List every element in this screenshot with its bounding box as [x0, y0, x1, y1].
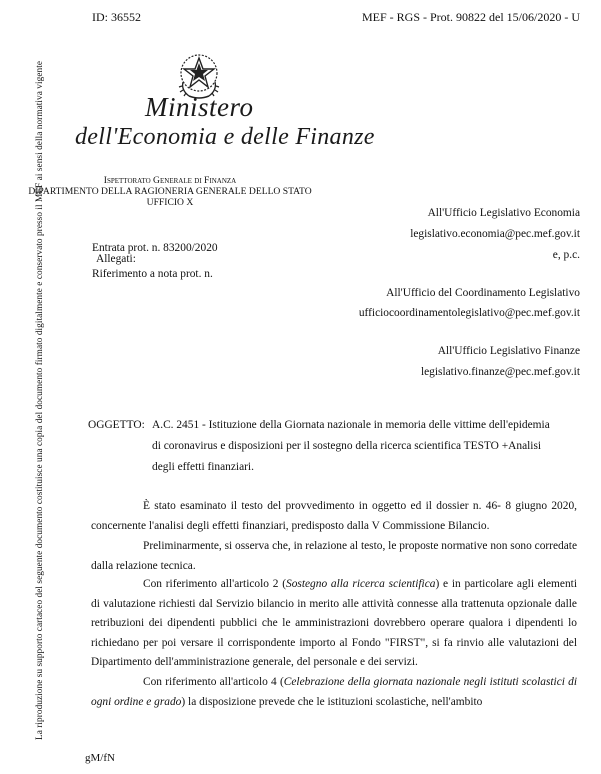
paragraph-text: È stato esaminato il testo del provvedimento in oggetto ed il dossier n. 46- 8 giugno 2020, concernente l'analisi degli effetti finanziari, predisposto dalla V Commissione Bilancio. [91, 500, 577, 532]
subject-line-1: A.C. 2451 - Istituzione della Giornata nazionale in memoria delle vittime dell'epidemia [152, 419, 550, 431]
paragraph-text [91, 575, 577, 673]
paragraph-text [91, 673, 577, 712]
body-paragraph-2 [91, 537, 577, 576]
department-line-2: DIPARTIMENTO DELLA RAGIONERIA GENERALE DELLO STATO [28, 186, 312, 197]
subject-line-3: degli effetti finanziari. [152, 461, 254, 473]
body-paragraph-4 [91, 673, 577, 712]
text-run: Con riferimento all'articolo 4 ( [143, 676, 284, 688]
document-id: ID: 36552 [92, 10, 141, 24]
addressee-name: All'Ufficio Legislativo Finanze [437, 345, 580, 357]
conformity-margin-note: La riproduzione su supporto cartaceo del seguente documento costituisce una copia del documento firmato digitalmente e conservato presso il MEF ai sensi della normativa vigente [35, 60, 45, 740]
ministry-title: Ministero [145, 92, 254, 122]
article-title-italic: Sostegno alla ricerca scientifica [286, 578, 436, 590]
addressee-email: legislativo.finanze@pec.mef.gov.it [420, 366, 580, 378]
protocol-number: MEF - RGS - Prot. 90822 del 15/06/2020 - U [361, 10, 580, 24]
body-paragraph-1 [91, 497, 577, 536]
addressee-email: ufficiocoordinamentolegislativo@pec.mef.gov.it [358, 307, 580, 319]
text-run: Con riferimento all'articolo 2 ( [143, 578, 287, 590]
addressee-email: legislativo.economia@pec.mef.gov.it [410, 228, 580, 240]
text-run: ) la disposizione prevede che le istituzioni scolastiche, nell'ambito [181, 695, 483, 708]
allegati-label: Allegati: [96, 253, 136, 265]
addressee-name: All'Ufficio del Coordinamento Legislativo [386, 287, 580, 299]
ministry-subtitle: dell'Economia e delle Finanze [75, 124, 375, 150]
copy-to-note: e, p.c. [552, 249, 580, 261]
author-initials: gM/fN [85, 752, 115, 764]
body-paragraph-3 [91, 575, 577, 673]
subject-label: OGGETTO: [88, 419, 145, 431]
article-title-italic: Celebrazione della giornata nazionale negli istituti scolastici di ogni ordine e grado [91, 676, 577, 708]
department-line-3: UFFICIO X [146, 197, 194, 208]
department-line-1: Ispettorato Generale di Finanza [103, 175, 237, 186]
subject-line-2: di coronavirus e disposizioni per il sostegno della ricerca scientifica TESTO +Analisi [152, 440, 542, 452]
entrata-protocol: Entrata prot. n. 83200/2020 [92, 242, 218, 254]
riferimento-label: Riferimento a nota prot. n. [92, 268, 213, 280]
addressee-name: All'Ufficio Legislativo Economia [427, 207, 580, 219]
text-run: ) e in particolare agli elementi di valutazione richiesti dal Servizio bilancio in merito alle attività connesse alla trattenuta opzionale dalle retribuzioni dei dipendenti pubblici che le amministrazioni dovrebbero operare qualora i dipendenti lo richiedano per poi versare il corrispondente importo al Fondo "FIRST", si fa rinvio alle valutazioni del Dipartimento dell'amministrazione generale, del personale e dei servizi. [91, 578, 577, 668]
paragraph-text: Preliminarmente, si osserva che, in relazione al testo, le proposte normative non sono corredate dalla relazione tecnica. [91, 540, 577, 572]
